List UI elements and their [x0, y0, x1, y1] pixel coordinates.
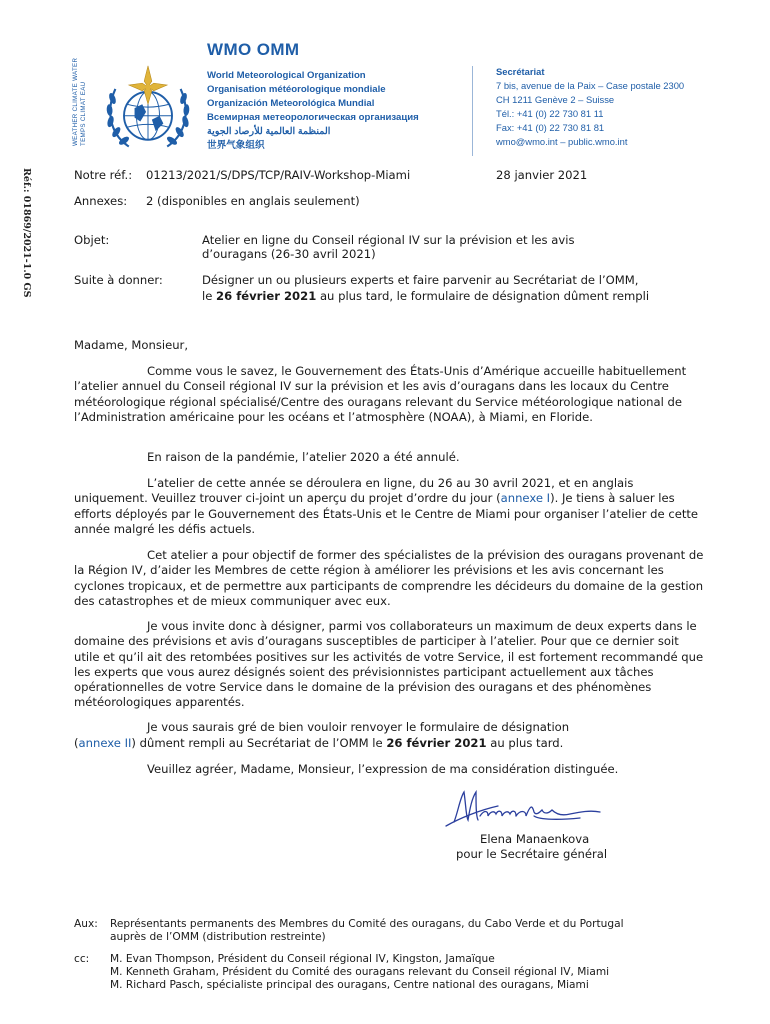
brand-name: WMO OMM — [207, 40, 300, 59]
paragraph-text: L’atelier de cette année se déroulera en ligne, du 26 au 30 avril 2021, et en anglais uniquement. Veuillez trouver ci-joint un aperçu du projet d’ordre du jour ( — [74, 476, 634, 506]
paragraph-text: ). Je tiens à saluer les efforts déployés par le Gouvernement des États-Unis et le Centre de Miami pour organiser l’atelier de cette année malgré les défis actuels. — [74, 491, 699, 536]
org-name-es: Organización Meteorológica Mundial — [207, 98, 375, 109]
subject-line: Atelier en ligne du Conseil régional IV sur la prévision et les avis — [202, 233, 575, 247]
paragraph-text: Je vous invite donc à désigner, parmi vos collaborateurs un maximum de deux experts dans le domaine des prévisions et avis d’ouragans susceptibles de participer à l’atelier. Pour que ce dernier soit utile et qu’il ait des retombées positives sur les activités de votre Service, il est fortement recommandé que les experts que vous aurez désignés soient des prévisionnistes participant actuellement aux tâches opérationnelles de votre Service dans le domaine de la prévision des ouragans et des phénomènes météorologiques apparentés. — [74, 619, 704, 710]
action-line: Désigner un ou plusieurs experts et faire parvenir au Secrétariat de l’OMM, — [202, 273, 639, 287]
side-reference — [21, 168, 48, 298]
header-divider — [472, 66, 473, 156]
paragraph-4 — [74, 548, 706, 609]
aux-label: Aux: — [74, 918, 98, 930]
fax-line: Fax: +41 (0) 22 730 81 81 — [496, 122, 605, 133]
annex-1-link[interactable]: annexe I — [500, 491, 551, 506]
cc-line: M. Richard Pasch, spécialiste principal des ouragans, Centre national des ouragans, Miami — [110, 979, 589, 991]
tagline-fr: TEMPS CLIMAT EAU — [80, 81, 87, 146]
subject-label: Objet: — [74, 233, 110, 247]
paragraph-text: ( — [74, 736, 79, 750]
secretariat-title: Secrétariat — [496, 66, 545, 77]
paragraph-text: En raison de la pandémie, l’atelier 2020 a été annulé. — [147, 450, 460, 464]
signatory-title: pour le Secrétaire général — [456, 847, 608, 861]
annexes-value: 2 (disponibles en anglais seulement) — [146, 194, 360, 208]
salutation: Madame, Monsieur, — [74, 338, 189, 352]
org-name-ru: Всемирная метеорологическая организация — [207, 112, 419, 123]
paragraph-text: Comme vous le savez, le Gouvernement des États-Unis d’Amérique accueille habituellement l’atelier annuel du Conseil régional IV sur la prévision et les avis d’ouragans dans les locaux du Centre météorologique régional spécialisé/Centre des ouragans relevant du Service météorologique national de l’Administration américaine pour les océans et l’atmosphère (NOAA), à Miami, en Floride. — [74, 364, 687, 424]
secretariat-address — [496, 65, 684, 149]
action-line-deadline — [202, 289, 649, 303]
annex-2-link[interactable]: annexe II — [78, 736, 132, 750]
cc-label: cc: — [74, 953, 90, 965]
aux-line: Représentants permanents des Membres du Comité des ouragans, du Cabo Verde et du Portugal — [110, 918, 624, 930]
paragraph-5 — [74, 619, 706, 711]
paragraph-3 — [74, 476, 706, 537]
paragraph-text: Cet atelier a pour objectif de former des spécialistes de la prévision des ouragans provenant de la Région IV, d’aider les Membres de cette région à améliorer les prévisions et les avis concernant les cyclones tropicaux, et de permettre aux participants de comprendre les décideurs du domaine de la gestion des catastrophes et de mieux communiquer avec eux. — [74, 548, 704, 608]
contact-links[interactable]: wmo@wmo.int – public.wmo.int — [496, 136, 628, 147]
deadline-date: 26 février 2021 — [386, 736, 487, 750]
organization-block — [207, 40, 419, 153]
phone-line: Tél.: +41 (0) 22 730 81 11 — [496, 108, 604, 119]
paragraph-text: au plus tard. — [486, 736, 564, 750]
side-reference-text: Réf.: 01869/2021-1.0 GS — [21, 168, 32, 298]
closing-formula: Veuillez agréer, Madame, Monsieur, l’expression de ma considération distinguée. — [147, 762, 619, 776]
handwritten-signature — [440, 782, 610, 832]
subject-line: d’ouragans (26-30 avril 2021) — [202, 247, 376, 261]
letter-date: 28 janvier 2021 — [496, 168, 588, 182]
address-line: 7 bis, avenue de la Paix – Case postale 2300 — [496, 80, 685, 91]
action-label: Suite à donner: — [74, 273, 163, 287]
paragraph-6-line1: Je vous saurais gré de bien vouloir renvoyer le formulaire de désignation — [147, 720, 570, 734]
address-line: CH 1211 Genève 2 – Suisse — [496, 94, 615, 105]
tagline-en: WEATHER CLIMATE WATER — [72, 57, 79, 146]
deadline-date: 26 février 2021 — [216, 289, 317, 303]
cc-line: M. Evan Thompson, Président du Conseil régional IV, Kingston, Jamaïque — [110, 953, 495, 965]
org-name-en: World Meteorological Organization — [207, 70, 366, 81]
paragraph-6-line2 — [74, 736, 563, 750]
vertical-tagline — [64, 58, 88, 148]
org-name-fr: Organisation météorologique mondiale — [207, 84, 386, 95]
ref-value: 01213/2021/S/DPS/TCP/RAIV-Workshop-Miami — [146, 168, 411, 182]
annexes-label: Annexes: — [74, 194, 128, 208]
paragraph-2 — [74, 450, 706, 465]
signatory-name: Elena Manaenkova — [480, 832, 590, 846]
ref-label: Notre réf.: — [74, 168, 133, 182]
wmo-emblem-logo — [100, 62, 196, 158]
aux-line: auprès de l’OMM (distribution restreinte) — [110, 931, 326, 943]
org-name-zh: 世界气象组织 — [207, 140, 265, 151]
cc-line: M. Kenneth Graham, Président du Comité des ouragans relevant du Conseil régional IV, Miami — [110, 966, 610, 978]
paragraph-text: ) dûment rempli au Secrétariat de l’OMM le — [131, 736, 387, 750]
action-text: le — [202, 289, 217, 303]
action-text: au plus tard, le formulaire de désignation dûment rempli — [316, 289, 650, 303]
org-name-ar: المنظمة العالمية للأرصاد الجوية — [207, 126, 331, 137]
paragraph-1 — [74, 364, 706, 425]
